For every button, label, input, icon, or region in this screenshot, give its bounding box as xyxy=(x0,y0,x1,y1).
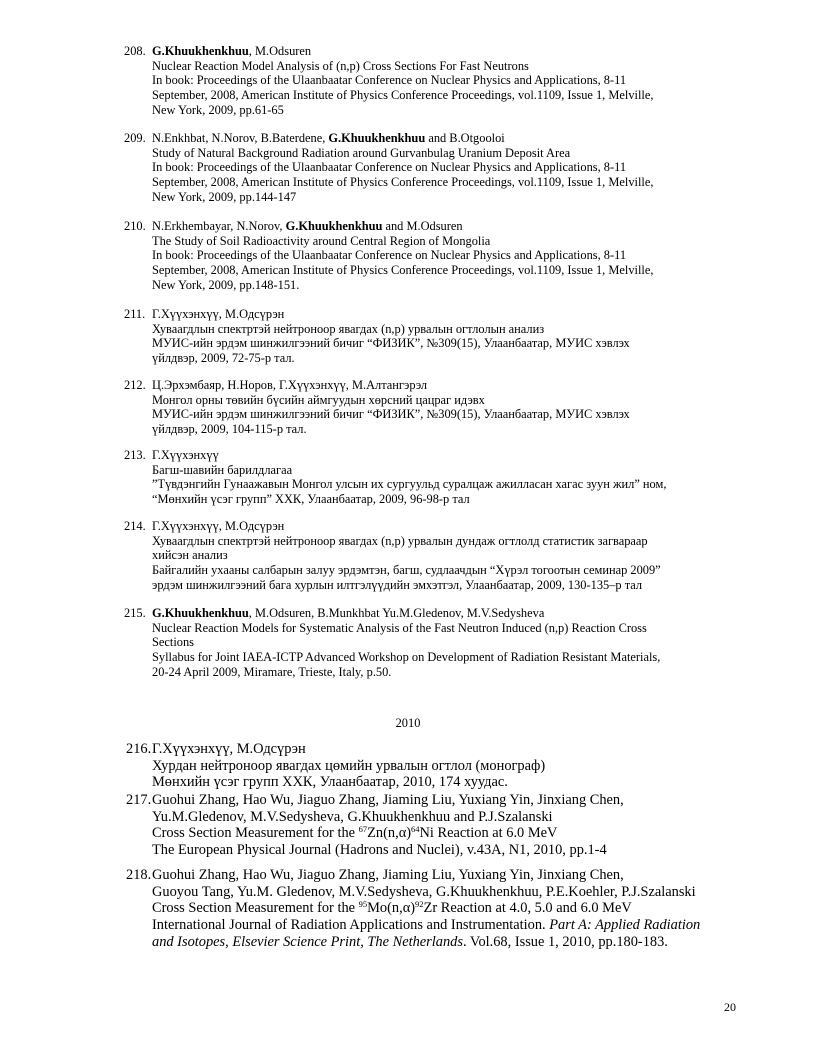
reference-entry-211 xyxy=(124,307,744,366)
reference-entry-213 xyxy=(124,448,744,507)
entry-source: МУИС-ийн эрдэм шинжилгээний бичиг “ФИЗИК”, №309(15), Улаанбаатар, МУИС хэвлэх xyxy=(152,407,630,422)
year-heading: 2010 xyxy=(395,716,421,730)
entry-title: Nuclear Reaction Model Analysis of (n,p) Cross Sections For Fast Neutrons xyxy=(152,58,529,73)
entry-authors: Г.Хүүхэнхүү xyxy=(152,448,219,462)
entry-number: 210. xyxy=(124,219,146,233)
entry-source: and Isotopes, Elsevier Science Print, The Netherlands. Vol.68, Issue 1, 2010, pp.180-183. xyxy=(152,933,668,950)
reference-entry-209 xyxy=(124,131,744,205)
reference-entry-208 xyxy=(124,44,744,118)
entry-source: Байгалийн ухааны салбарын залуу эрдэмтэн, багш, судлаачдын “Хүрэл тогоотын семинар 2009” xyxy=(152,563,661,578)
reference-entry-216 xyxy=(124,741,744,791)
entry-source: ”Түвдэнгийн Гунаажавын Монгол улсын их сургуульд суралцаж ажилласан хагас зуун жил” ном, xyxy=(152,477,667,492)
entry-title: Багш-шавийн барилдлагаа xyxy=(152,462,293,477)
author-highlight: G.Khuukhenkhuu xyxy=(285,219,383,233)
entry-source: In book: Proceedings of the Ulaanbaatar Conference on Nuclear Physics and Applications, 8-11 xyxy=(152,73,627,88)
author-highlight: G.Khuukhenkhuu xyxy=(152,606,249,620)
entry-title: Cross Section Measurement for the $^{67}Zn(n,\alpha)^{64}Ni$ Reaction at 6.0 MeV xyxy=(152,824,558,842)
entry-source: 20-24 April 2009, Miramare, Trieste, Italy, p.50. xyxy=(152,664,392,679)
entry-source: Syllabus for Joint IAEA-ICTP Advanced Workshop on Development of Radiation Resistant Materials, xyxy=(152,650,661,665)
entry-number: 208. xyxy=(124,44,146,58)
entry-source: September, 2008, American Institute of Physics Conference Proceedings, vol.1109, Issue 1, Melville, xyxy=(152,88,654,103)
entry-title: The Study of Soil Radioactivity around Central Region of Mongolia xyxy=(152,233,491,248)
entry-title: Study of Natural Background Radiation around Gurvanbulag Uranium Deposit Area xyxy=(152,145,571,160)
entry-source: New York, 2009, pp.61-65 xyxy=(152,102,284,117)
entry-title: Хуваагдлын спектртэй нейтроноор явагдах (n,p) урвалын огтлолын анализ xyxy=(152,321,545,336)
entry-source: International Journal of Radiation Applications and Instrumentation. Part A: Applied Radiation xyxy=(152,917,701,934)
entry-source: In book: Proceedings of the Ulaanbaatar Conference on Nuclear Physics and Applications, 8-11 xyxy=(152,160,627,175)
entry-authors: G.Khuukhenkhuu, M.Odsuren, B.Munkhbat Yu.M.Gledenov, M.V.Sedysheva xyxy=(152,606,545,620)
reference-entry-218 xyxy=(124,867,744,951)
entry-authors: Guohui Zhang, Hao Wu, Jiaguo Zhang, Jiaming Liu, Yuxiang Yin, Jinxiang Chen, xyxy=(152,867,624,883)
entry-title: Cross Section Measurement for the $^{95}Mo(n,\alpha)^{92}Zr$ Reaction at 4.0, 5.0 and 6.0 MeV xyxy=(152,899,632,917)
entry-title: Хурдан нейтроноор явагдах цөмийн урвалын огтлол (монограф) xyxy=(152,757,546,774)
entry-authors: G.Khuukhenkhuu, M.Odsuren xyxy=(152,44,312,58)
entry-source: New York, 2009, pp.144-147 xyxy=(152,189,297,204)
entry-source: September, 2008, American Institute of Physics Conference Proceedings, vol.1109, Issue 1, Melville, xyxy=(152,175,654,190)
entry-source: New York, 2009, pp.148-151. xyxy=(152,277,300,292)
entry-number: 215. xyxy=(124,606,146,620)
entry-number: 211. xyxy=(124,307,146,321)
entry-source: үйлдвэр, 2009, 72-75-р тал. xyxy=(152,351,295,366)
reference-entry-215 xyxy=(124,606,744,680)
entry-source: The European Physical Journal (Hadrons and Nuclei), v.43A, N1, 2010, pp.1-4 xyxy=(152,842,607,859)
entry-authors: Г.Хүүхэнхүү, М.Одсүрэн xyxy=(152,519,285,533)
entry-number: 212. xyxy=(124,378,146,392)
entry-authors: Guoyou Tang, Yu.M. Gledenov, M.V.Sedysheva, G.Khuukhenkhuu, P.E.Koehler, P.J.Szalanski xyxy=(152,883,696,900)
entry-authors: Г.Хүүхэнхүү, М.Одсүрэн xyxy=(152,741,306,757)
entry-number: 216. xyxy=(126,741,152,757)
page-number: 20 xyxy=(724,1000,736,1014)
entry-number: 218. xyxy=(126,867,152,883)
entry-source: эрдэм шинжилгээний бага хурлын илтгэлүүдийн эмхэтгэл, Улаанбаатар, 2009, 130-135–р тал xyxy=(152,577,643,592)
entry-authors: Ц.Эрхэмбаяр, Н.Норов, Г.Хүүхэнхүү, М.Алтангэрэл xyxy=(152,378,428,392)
entry-title: Хуваагдлын спектртэй нейтроноор явагдах (n,p) урвалын дундаж огтлолд статистик загвараар xyxy=(152,533,648,548)
entry-number: 214. xyxy=(124,519,146,533)
entry-source: Мөнхийн үсэг групп ХХК, Улаанбаатар, 2010, 174 хуудас. xyxy=(152,774,508,791)
reference-entry-214 xyxy=(124,519,744,593)
entry-number: 213. xyxy=(124,448,146,462)
reference-entry-212 xyxy=(124,378,744,437)
entry-authors: N.Erkhembayar, N.Norov, G.Khuukhenkhuu and M.Odsuren xyxy=(152,219,463,233)
entry-title: Nuclear Reaction Models for Systematic Analysis of the Fast Neutron Induced (n,p) Reaction Cross xyxy=(152,620,647,635)
entry-authors: Guohui Zhang, Hao Wu, Jiaguo Zhang, Jiaming Liu, Yuxiang Yin, Jinxiang Chen, xyxy=(152,792,624,808)
author-highlight: G.Khuukhenkhuu xyxy=(328,131,426,145)
entry-authors: Г.Хүүхэнхүү, М.Одсүрэн xyxy=(152,307,285,321)
entry-source: үйлдвэр, 2009, 104-115-р тал. xyxy=(152,422,307,437)
entry-authors: N.Enkhbat, N.Norov, B.Baterdene, G.Khuukhenkhuu and B.Otgooloi xyxy=(152,131,505,145)
reference-entry-217 xyxy=(124,792,744,859)
entry-source: In book: Proceedings of the Ulaanbaatar Conference on Nuclear Physics and Applications, 8-11 xyxy=(152,248,627,263)
entry-source: МУИС-ийн эрдэм шинжилгээний бичиг “ФИЗИК”, №309(15), Улаанбаатар, МУИС хэвлэх xyxy=(152,336,630,351)
entry-number: 209. xyxy=(124,131,146,145)
entry-source: September, 2008, American Institute of Physics Conference Proceedings, vol.1109, Issue 1, Melville, xyxy=(152,263,654,278)
reference-entry-210 xyxy=(124,219,744,293)
author-highlight: G.Khuukhenkhuu xyxy=(152,44,249,58)
entry-title: Sections xyxy=(152,635,194,650)
entry-title: хийсэн анализ xyxy=(152,548,228,563)
entry-source: “Мөнхийн үсэг групп” ХХК, Улаанбаатар, 2009, 96-98-р тал xyxy=(152,492,470,507)
entry-title: Монгол орны төвийн бүсийн аймгуудын хөрсний цацраг идэвх xyxy=(152,392,485,407)
entry-authors: Yu.M.Gledenov, M.V.Sedysheva, G.Khuukhenkhuu and P.J.Szalanski xyxy=(152,808,553,825)
entry-number: 217. xyxy=(126,792,152,808)
